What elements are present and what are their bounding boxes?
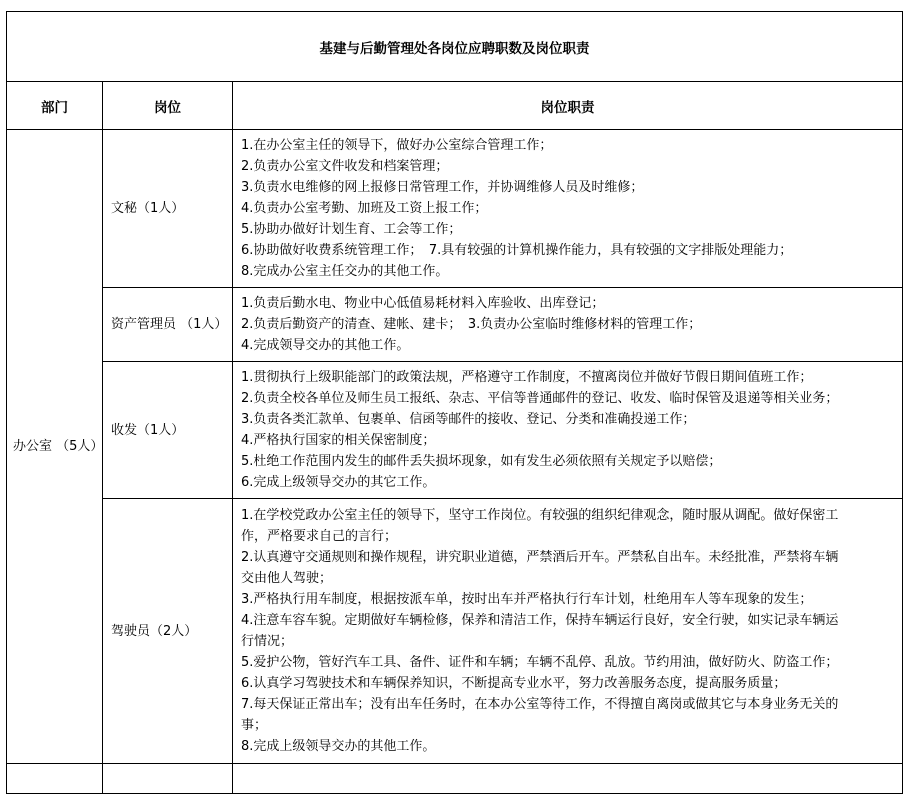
duty-line: 1.在办公室主任的领导下，做好办公室综合管理工作； [241, 138, 553, 153]
table-title: 基建与后勤管理处各岗位应聘职数及岗位职责 [7, 12, 903, 82]
duty-line: 4.完成领导交办的其他工作。 [241, 338, 410, 353]
duties-cell [233, 362, 903, 499]
duty-line: 6.协助做好收费系统管理工作； 7.具有较强的计算机操作能力，具有较强的文字排版处理能力； [241, 243, 793, 258]
duty-line: 4.严格执行国家的相关保密制度； [241, 433, 436, 448]
duty-line: 8.完成办公室主任交办的其他工作。 [241, 264, 449, 279]
position-cell: 驾驶员（2人） [103, 499, 233, 764]
duties-cell [233, 499, 903, 764]
duty-line: 5.爱护公物，管好汽车工具、备件、证件和车辆；车辆不乱停、乱放。节约用油，做好防火、防盗工作； [241, 655, 839, 670]
empty-cell [233, 764, 903, 794]
duty-line: 7.每天保证正常出车；没有出车任务时，在本办公室等待工作，不得擅自离岗或做其它与本身业务无关的 [241, 697, 839, 712]
duty-line: 5.杜绝工作范围内发生的邮件丢失损坏现象，如有发生必须依照有关规定予以赔偿； [241, 454, 722, 469]
duty-line: 3.负责各类汇款单、包裹单、信函等邮件的接收、登记、分类和准确投递工作； [241, 412, 696, 427]
duty-line: 行情况； [241, 634, 294, 649]
duty-line: 2.负责后勤资产的清查、建帐、建卡； 3.负责办公室临时维修材料的管理工作； [241, 317, 702, 332]
duty-line: 事； [241, 718, 268, 733]
duty-line: 作，严格要求自己的言行； [241, 529, 398, 544]
table-row [7, 288, 903, 362]
header-position: 岗位 [103, 82, 233, 130]
duty-line: 1.贯彻执行上级职能部门的政策法规，严格遵守工作制度，不擅离岗位并做好节假日期间值班工作； [241, 370, 813, 385]
job-duties-table [6, 11, 903, 794]
duty-line: 6.完成上级领导交办的其它工作。 [241, 475, 436, 490]
department-cell: 办公室 （5人） [7, 130, 103, 764]
position-cell: 资产管理员 （1人） [103, 288, 233, 362]
position-cell: 文秘（1人） [103, 130, 233, 288]
duty-line: 4.负责办公室考勤、加班及工资上报工作； [241, 201, 488, 216]
table-row [7, 130, 903, 288]
empty-cell [103, 764, 233, 794]
table-row [7, 764, 903, 794]
duty-line: 2.负责全校各单位及师生员工报纸、杂志、平信等普通邮件的登记、收发、临时保管及退递等相关业务； [241, 391, 839, 406]
duty-line: 3.负责水电维修的网上报修日常管理工作，并协调维修人员及时维修； [241, 180, 644, 195]
duty-line: 交由他人驾驶； [241, 571, 333, 586]
header-duties: 岗位职责 [233, 82, 903, 130]
header-row [7, 82, 903, 130]
duty-line: 2.负责办公室文件收发和档案管理； [241, 159, 449, 174]
duty-line: 1.在学校党政办公室主任的领导下，坚守工作岗位。有较强的组织纪律观念，随时服从调配。做好保密工 [241, 508, 839, 523]
duties-cell [233, 288, 903, 362]
table-row [7, 499, 903, 764]
duty-line: 2.认真遵守交通规则和操作规程，讲究职业道德，严禁酒后开车。严禁私自出车。未经批准，严禁将车辆 [241, 550, 839, 565]
header-dept: 部门 [7, 82, 103, 130]
duties-cell [233, 130, 903, 288]
duty-line: 5.协助办做好计划生育、工会等工作； [241, 222, 462, 237]
duty-line: 1.负责后勤水电、物业中心低值易耗材料入库验收、出库登记； [241, 296, 605, 311]
duty-line: 4.注意车容车貌。定期做好车辆检修，保养和清洁工作，保持车辆运行良好，安全行驶，如实记录车辆运 [241, 613, 839, 628]
duty-line: 8.完成上级领导交办的其他工作。 [241, 739, 436, 754]
empty-cell [7, 764, 103, 794]
duty-line: 6.认真学习驾驶技术和车辆保养知识，不断提高专业水平，努力改善服务态度，提高服务质量； [241, 676, 787, 691]
position-cell: 收发（1人） [103, 362, 233, 499]
table-row [7, 362, 903, 499]
title-row [7, 12, 903, 82]
duty-line: 3.严格执行用车制度，根据按派车单，按时出车并严格执行行车计划，杜绝用车人等车现象的发生； [241, 592, 813, 607]
